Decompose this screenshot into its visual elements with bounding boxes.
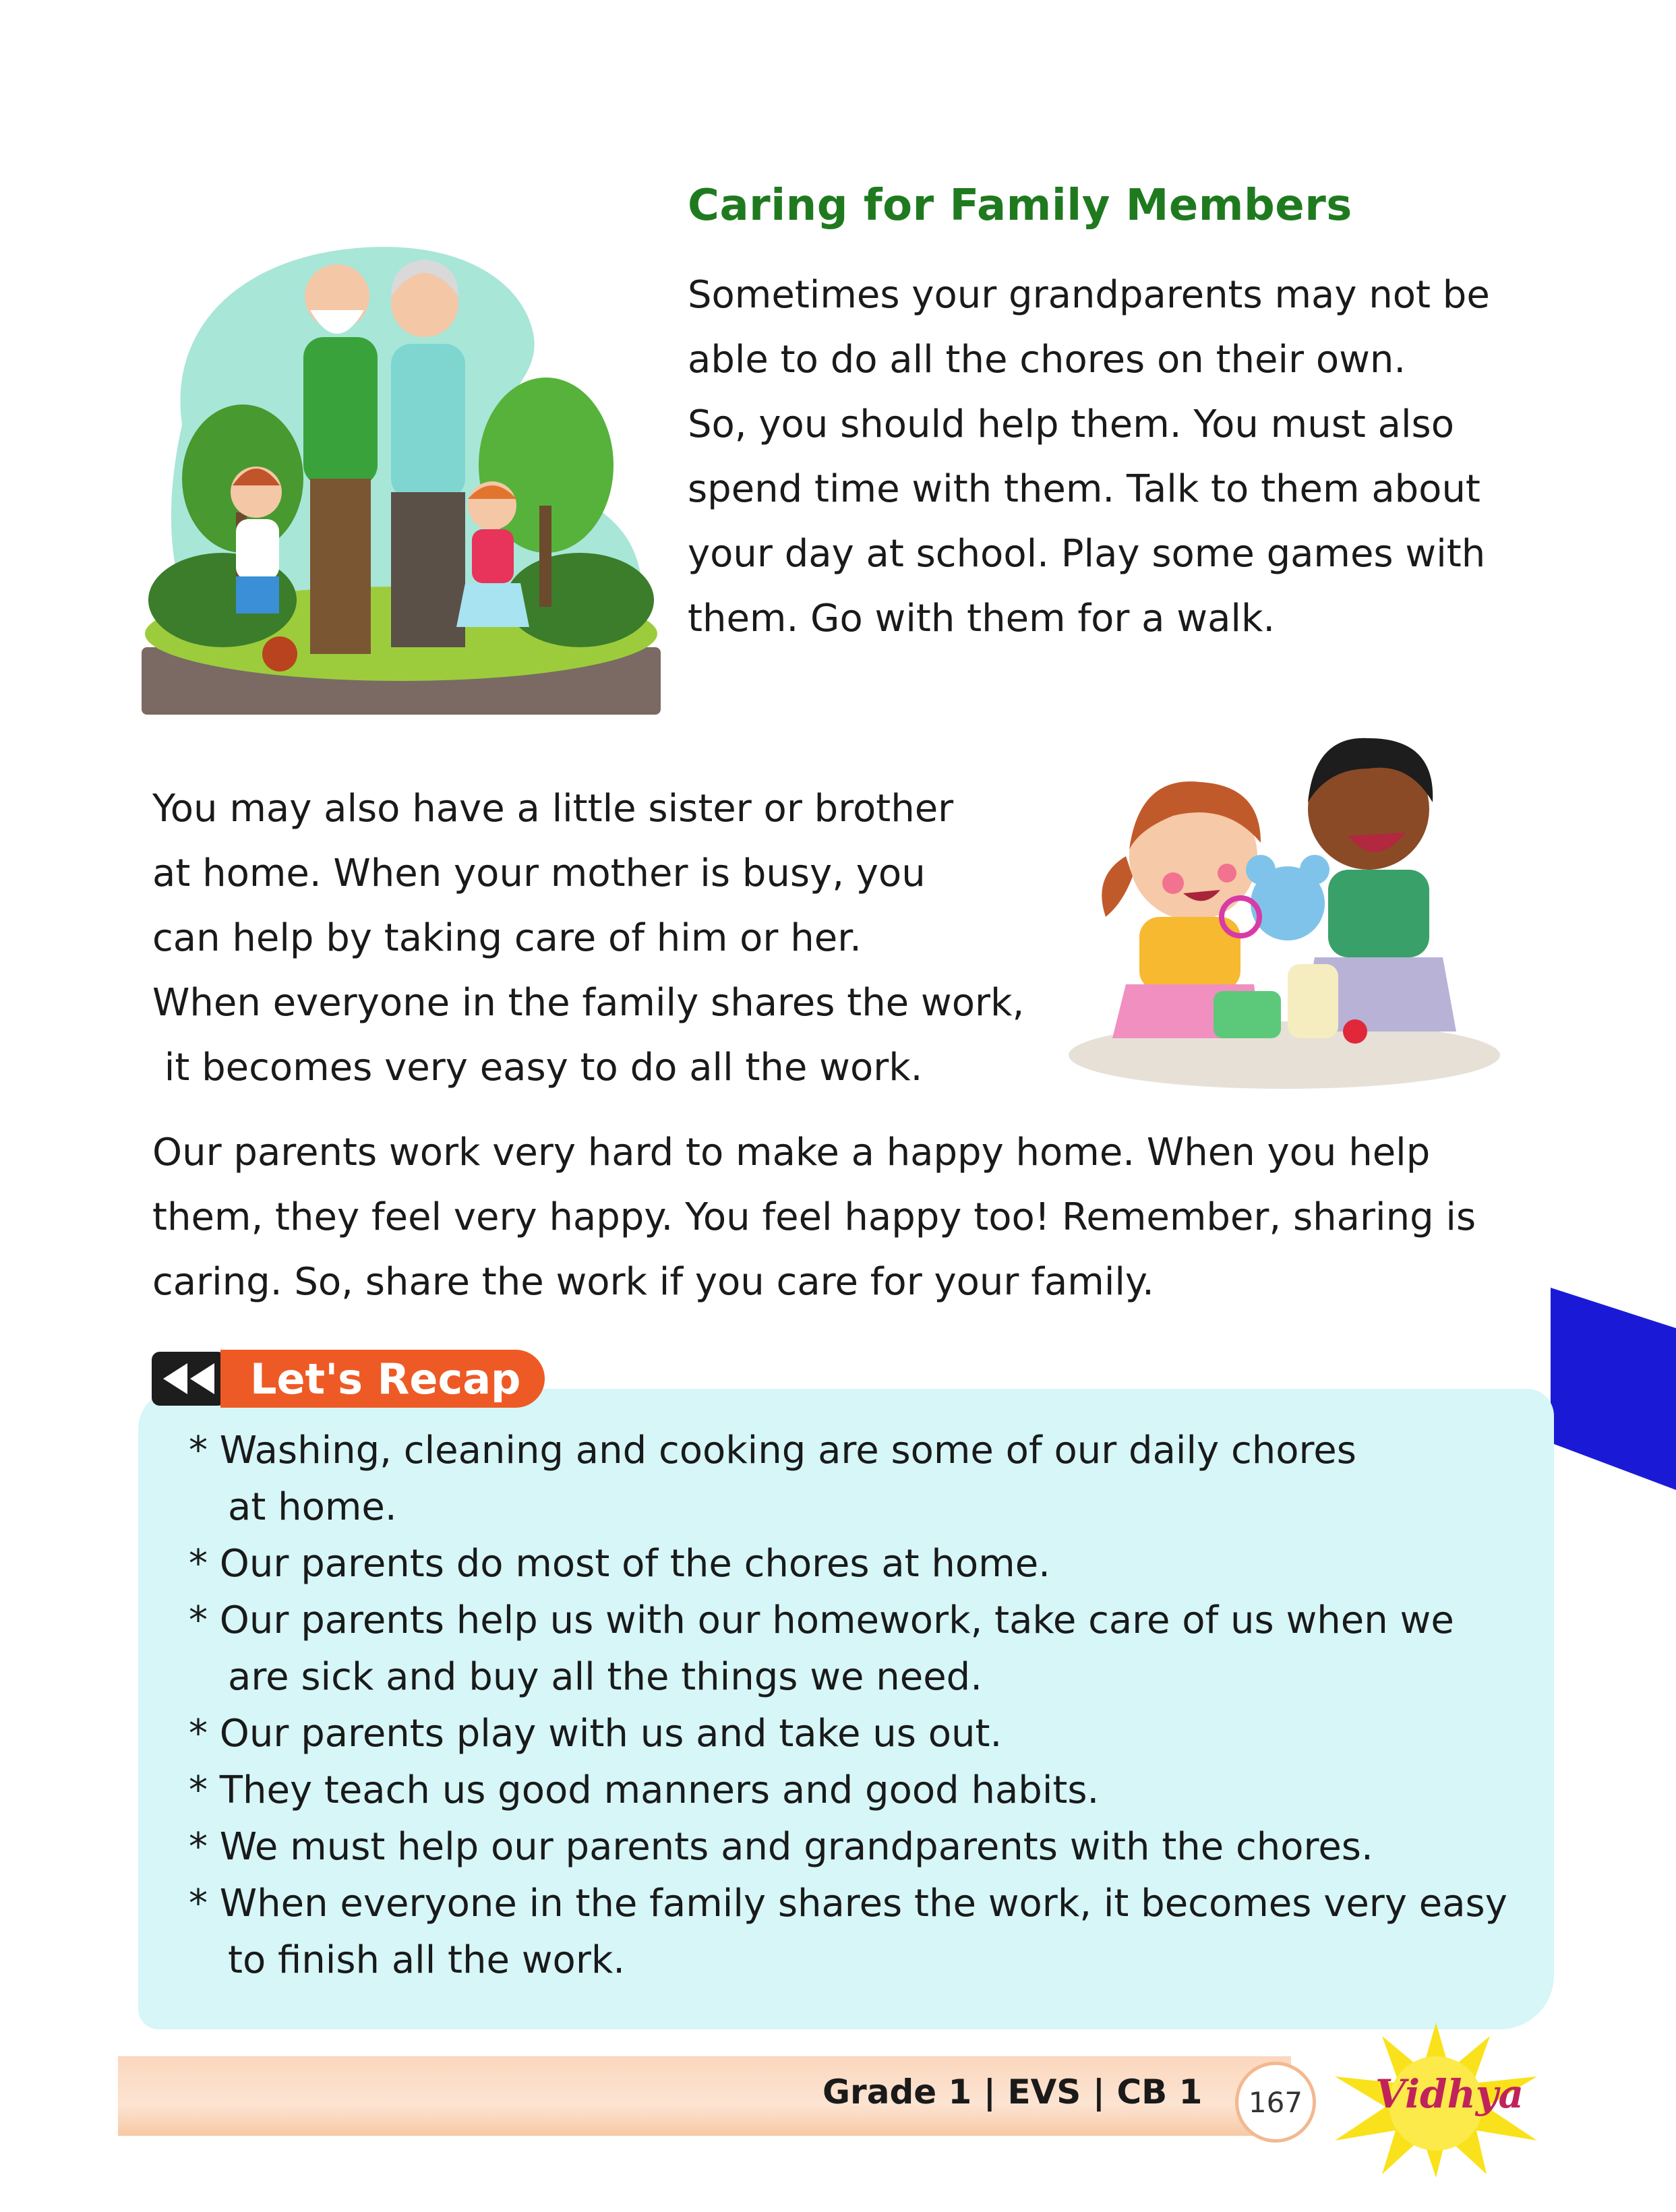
- text-line: them, they feel very happy. You feel happy too! Remember, sharing is: [152, 1195, 1476, 1239]
- list-item: [189, 1876, 1537, 1989]
- list-item: [189, 1592, 1537, 1706]
- list-item-text: are sick and buy all the things we need.: [228, 1655, 983, 1699]
- list-item-text: * Our parents do most of the chores at home.: [189, 1542, 1050, 1586]
- text-line: caring. So, share the work if you care for your family.: [152, 1260, 1154, 1304]
- text-line: Sometimes your grandparents may not be: [688, 273, 1490, 317]
- text-line: at home. When your mother is busy, you: [152, 851, 926, 895]
- list-item-text: * Our parents play with us and take us out.: [189, 1712, 1002, 1756]
- footer-book: CB 1: [1116, 2072, 1203, 2112]
- paragraph-grandparents: [688, 263, 1564, 651]
- text-line: able to do all the chores on their own.: [688, 338, 1406, 382]
- text-line: can help by taking care of him or her.: [152, 916, 862, 960]
- text-line: them. Go with them for a walk.: [688, 597, 1276, 640]
- recap-list: [189, 1423, 1537, 1989]
- list-item: [189, 1706, 1537, 1762]
- rewind-icon: [152, 1352, 226, 1406]
- list-item-text: * They teach us good manners and good habits.: [189, 1768, 1100, 1812]
- list-item-text: at home.: [228, 1485, 397, 1529]
- list-item: [189, 1536, 1537, 1592]
- text-line: Our parents work very hard to make a happy home. When you help: [152, 1131, 1431, 1174]
- footer-separator: |: [1092, 2072, 1106, 2112]
- list-item-text: * Our parents help us with our homework, take care of us when we: [189, 1598, 1454, 1642]
- paragraph-parents: [152, 1120, 1534, 1315]
- logo-text: Vidhya: [1375, 2071, 1524, 2117]
- footer-subject: EVS: [1007, 2072, 1081, 2112]
- text-line: When everyone in the family shares the work,: [152, 981, 1025, 1025]
- family-illustration: [142, 222, 661, 715]
- paragraph-siblings: [152, 777, 1063, 1100]
- text-line: You may also have a little sister or brother: [152, 787, 954, 831]
- recap-title: [152, 1348, 545, 1409]
- page-number: 167: [1235, 2062, 1316, 2143]
- footer-separator: |: [983, 2072, 996, 2112]
- kids-playing-illustration: [1058, 701, 1510, 1092]
- text-line: your day at school. Play some games with: [688, 532, 1486, 576]
- list-item-text: to finish all the work.: [228, 1938, 626, 1982]
- list-item: [189, 1819, 1537, 1876]
- section-heading: Caring for Family Members: [688, 181, 1352, 231]
- list-item: [189, 1762, 1537, 1819]
- footer-label: [822, 2072, 1202, 2112]
- list-item-text: * When everyone in the family shares the work, it becomes very easy: [189, 1882, 1507, 1925]
- recap-label: Let's Recap: [220, 1350, 545, 1408]
- text-line: spend time with them. Talk to them about: [688, 467, 1480, 511]
- list-item-text: * We must help our parents and grandparents with the chores.: [189, 1825, 1373, 1869]
- text-line: So, you should help them. You must also: [688, 402, 1454, 446]
- list-item-text: * Washing, cleaning and cooking are some of our daily chores: [189, 1429, 1356, 1472]
- list-item: [189, 1423, 1537, 1536]
- footer-grade: Grade 1: [822, 2072, 972, 2112]
- chapter-edge-tab: [1551, 1288, 1676, 1490]
- text-line: it becomes very easy to do all the work.: [152, 1046, 923, 1089]
